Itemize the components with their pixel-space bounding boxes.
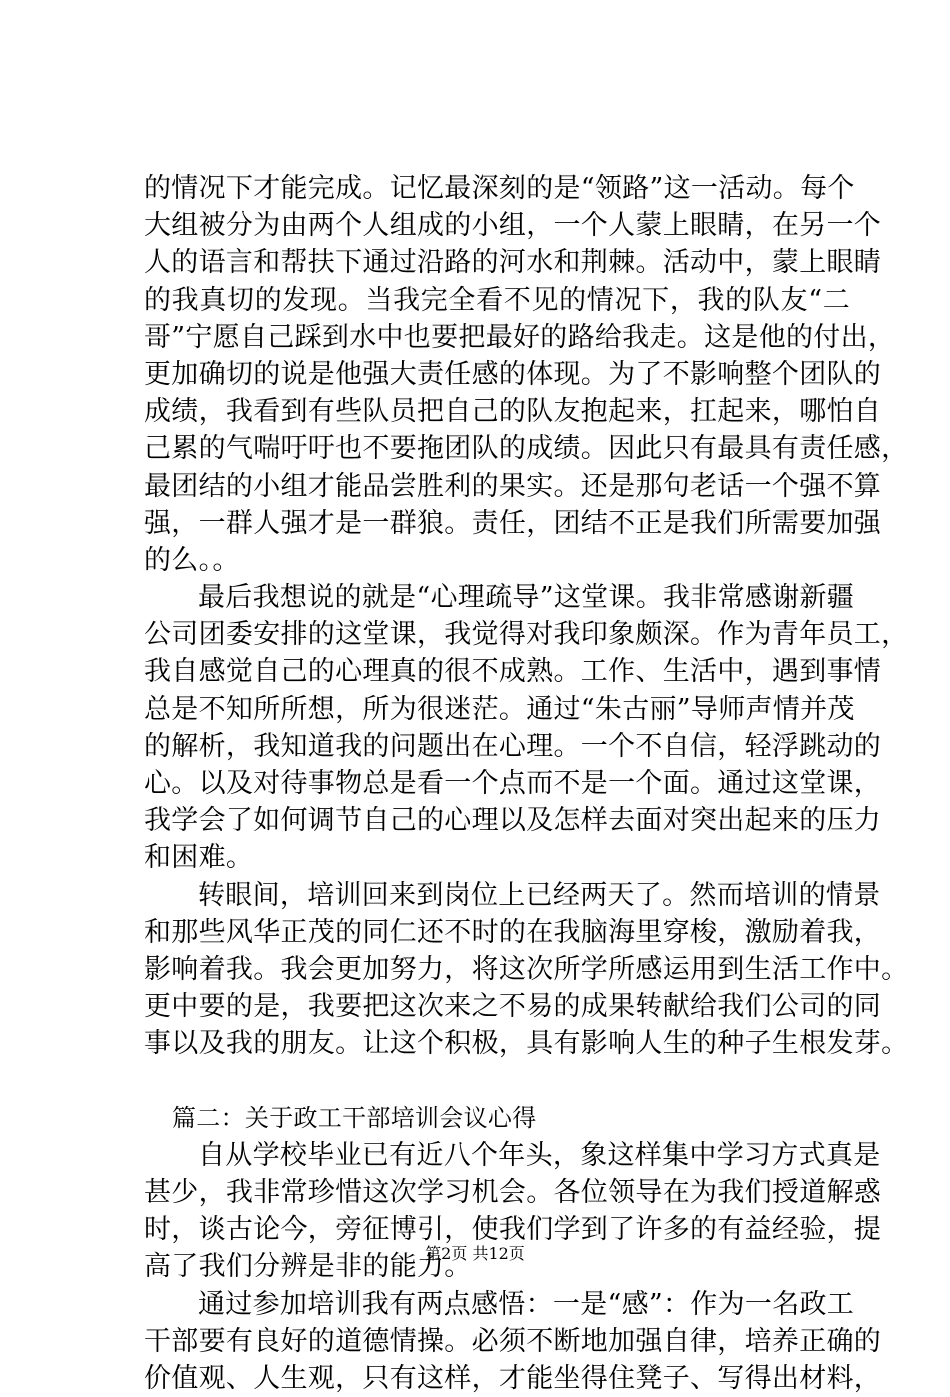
text-line: 干部要有良好的道德情操。必须不断地加强自律，培养正确的	[144, 1325, 882, 1357]
text-line: 公司团委安排的这堂课，我觉得对我印象颇深。作为青年员工，	[144, 619, 909, 651]
page-number: 第2页 共12页	[425, 1244, 525, 1263]
text-line: 总是不知所所想，所为很迷茫。通过“朱古丽”导师声情并茂	[144, 693, 855, 725]
text-line: 的情况下才能完成。记忆最深刻的是“领路”这一活动。每个	[144, 173, 855, 204]
text-line: 自从学校毕业已有近八个年头，象这样集中学习方式真是	[198, 1139, 881, 1171]
paragraph-3	[144, 877, 909, 1063]
text-line: 大组被分为由两个人组成的小组，一个人蒙上眼睛，在另一个	[144, 210, 882, 242]
text-line: 我学会了如何调节自己的心理以及怎样去面对突出起来的压力	[144, 805, 882, 837]
text-line: 更加确切的说是他强大责任感的体现。为了不影响整个团队的	[144, 358, 882, 390]
text-line: 影响着我。我会更加努力，将这次所学所感运用到生活工作中。	[144, 953, 909, 985]
text-line: 转眼间，培训回来到岗位上已经两天了。然而培训的情景	[198, 879, 881, 911]
text-line: 和困难。	[144, 842, 254, 874]
text-line: 人的语言和帮扶下通过沿路的河水和荆棘。活动中，蒙上眼睛	[144, 247, 882, 279]
text-line: 最团结的小组才能品尝胜利的果实。还是那句老话一个强不算	[144, 470, 882, 502]
text-line: 的么。。	[144, 544, 240, 576]
paragraph-2	[144, 579, 909, 877]
text-line: 最后我想说的就是“心理疏导”这堂课。我非常感谢新疆	[198, 582, 855, 614]
text-line: 高了我们分辨是非的能力。	[144, 1251, 472, 1283]
text-line: 我自感觉自己的心理真的很不成熟。工作、生活中，遇到事情	[144, 656, 882, 688]
text-line: 时，谈古论今，旁征博引，使我们学到了许多的有益经验，提	[144, 1214, 882, 1246]
text-line: 事以及我的朋友。让这个积极，具有影响人生的种子生根发芽。	[144, 1028, 909, 1060]
text-line: 通过参加培训我有两点感悟：一是“感”：作为一名政工	[198, 1288, 855, 1320]
text-line: 和那些风华正茂的同仁还不时的在我脑海里穿梭，激励着我，	[144, 916, 882, 948]
text-line: 己累的气喘吁吁也不要拖团队的成绩。因此只有最具有责任感，	[144, 433, 909, 465]
blank-line	[144, 1063, 850, 1100]
paragraph-1	[144, 170, 909, 579]
document-body	[144, 170, 909, 1397]
text-line: 甚少，我非常珍惜这次学习机会。各位领导在为我们授道解惑	[144, 1177, 882, 1209]
text-line: 成绩，我看到有些队员把自己的队友抱起来，扛起来，哪怕自	[144, 396, 882, 428]
text-line: 的解析，我知道我的问题出在心理。一个不自信，轻浮跳动的	[144, 730, 882, 762]
text-line: 的我真切的发现。当我完全看不见的情况下，我的队友“二	[144, 284, 850, 316]
text-line: 哥”宁愿自己踩到水中也要把最好的路给我走。这是他的付出，	[144, 321, 896, 353]
text-line: 更中要的是，我要把这次来之不易的成果转献给我们公司的同	[144, 991, 882, 1023]
text-line: 心。以及对待事物总是看一个点而不是一个面。通过这堂课，	[144, 768, 882, 799]
text-line: 强，一群人强才是一群狼。责任，团结不正是我们所需要加强	[144, 507, 882, 539]
paragraph-5	[144, 1286, 882, 1397]
section-title: 篇二：关于政工干部培训会议心得	[172, 1103, 537, 1132]
text-line: 价值观、人生观，只有这样，才能坐得住凳子、写得出材料，	[144, 1363, 882, 1394]
